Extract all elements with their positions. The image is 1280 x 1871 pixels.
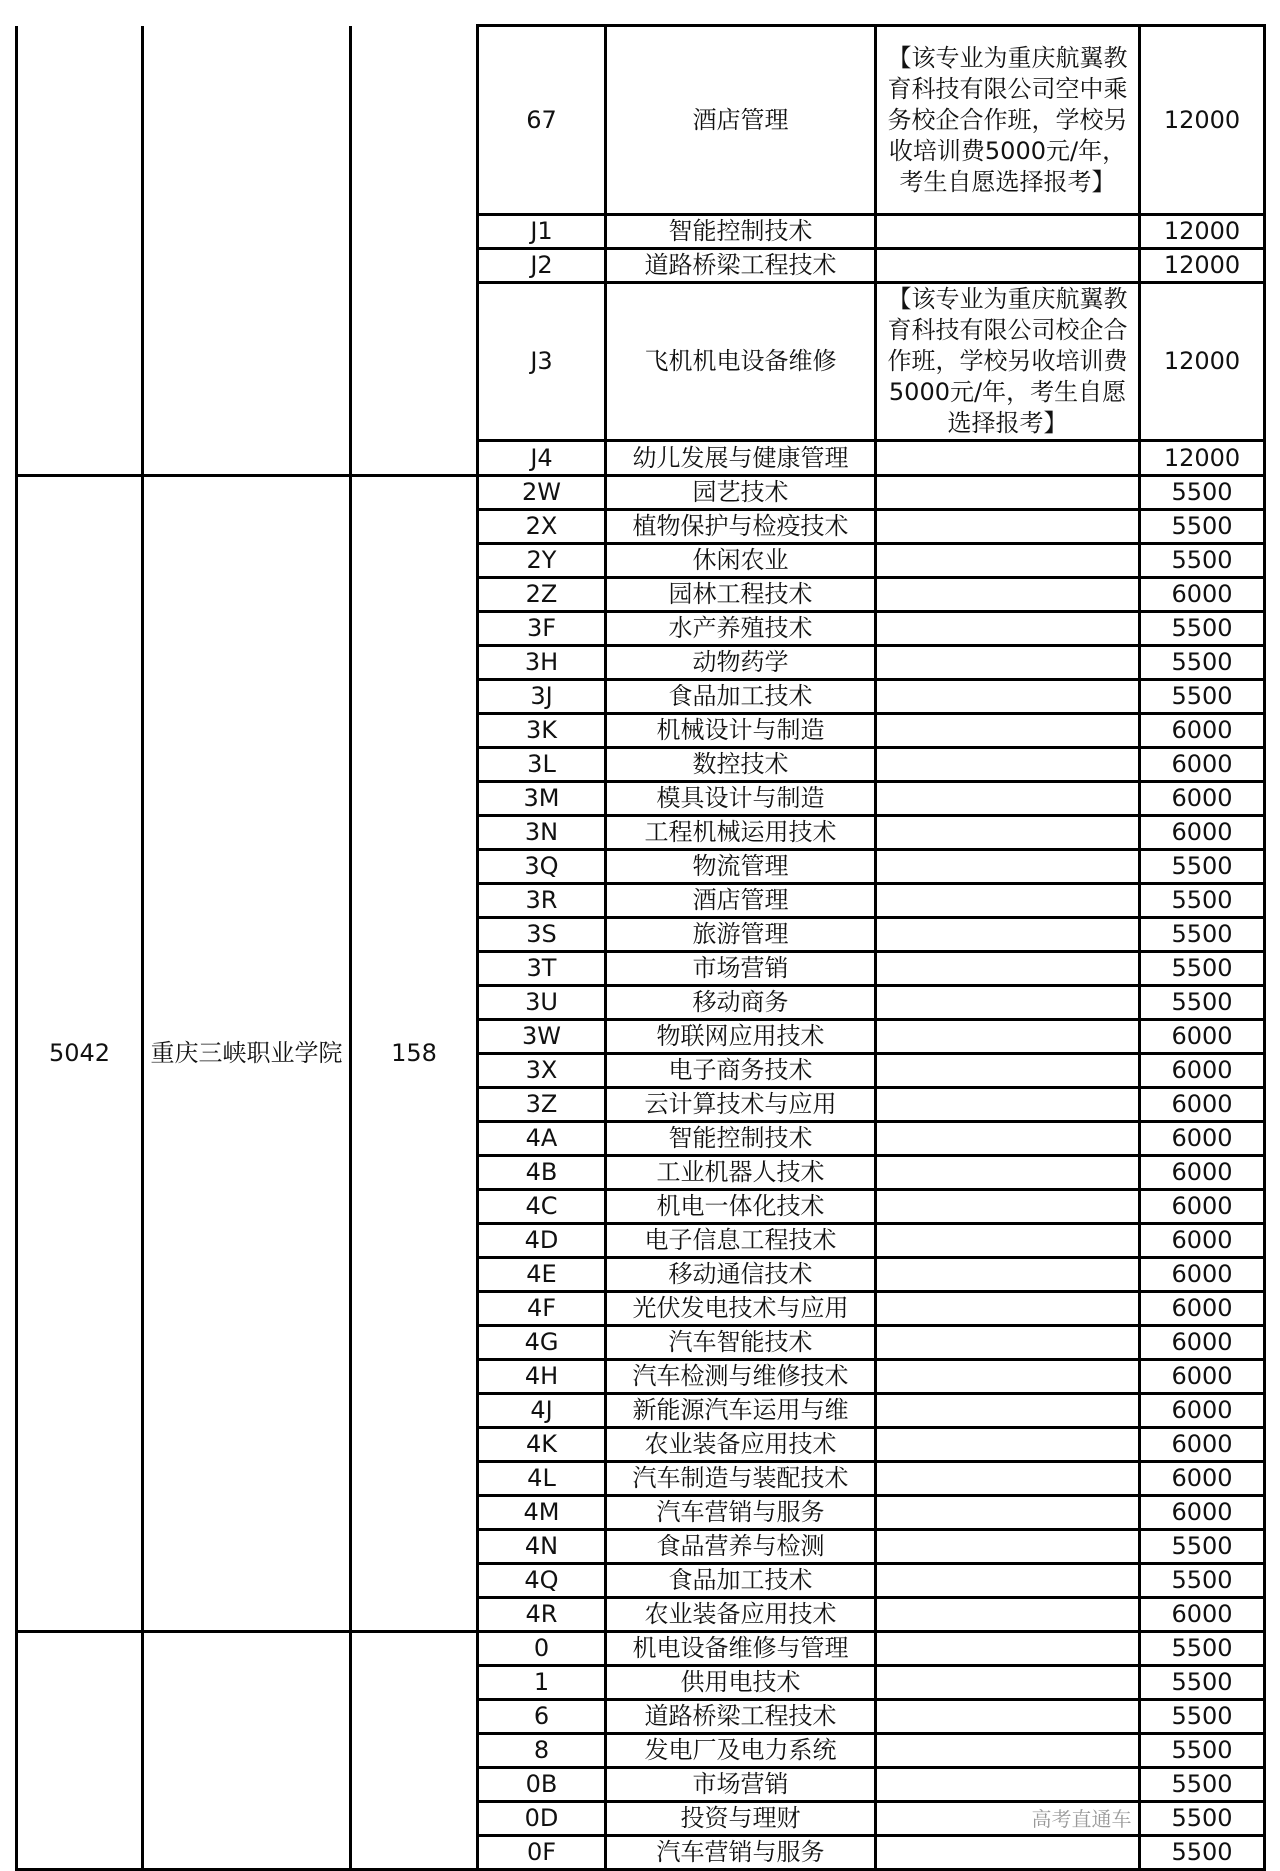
- major-code-cell: 4H: [478, 1360, 606, 1394]
- fee-cell: 6000: [1140, 782, 1265, 816]
- major-code-cell: 3R: [478, 884, 606, 918]
- major-name-cell: 道路桥梁工程技术: [606, 249, 876, 283]
- fee-cell: 6000: [1140, 714, 1265, 748]
- major-code-cell: 3J: [478, 680, 606, 714]
- major-code-cell: J3: [478, 283, 606, 441]
- fee-cell: 6000: [1140, 1190, 1265, 1224]
- major-name-cell: 汽车营销与服务: [606, 1836, 876, 1870]
- school-code-cell: 5042: [17, 476, 143, 1632]
- major-name-cell: 电子商务技术: [606, 1054, 876, 1088]
- major-name-cell: 模具设计与制造: [606, 782, 876, 816]
- fee-cell: 12000: [1140, 215, 1265, 249]
- note-cell: [876, 1428, 1140, 1462]
- note-cell: [876, 1666, 1140, 1700]
- fee-cell: 6000: [1140, 1428, 1265, 1462]
- major-code-cell: 0F: [478, 1836, 606, 1870]
- major-code-cell: 8: [478, 1734, 606, 1768]
- major-code-cell: J4: [478, 441, 606, 476]
- fee-cell: 5500: [1140, 1734, 1265, 1768]
- note-cell: [876, 578, 1140, 612]
- note-cell: [876, 782, 1140, 816]
- major-name-cell: 市场营销: [606, 952, 876, 986]
- major-code-cell: 4J: [478, 1394, 606, 1428]
- major-name-cell: 移动商务: [606, 986, 876, 1020]
- major-code-cell: 2X: [478, 510, 606, 544]
- note-cell: [876, 1734, 1140, 1768]
- note-cell: [876, 1292, 1140, 1326]
- fee-cell: 6000: [1140, 1224, 1265, 1258]
- fee-cell: 12000: [1140, 441, 1265, 476]
- fee-cell: 5500: [1140, 1802, 1265, 1836]
- fee-cell: 5500: [1140, 646, 1265, 680]
- fee-cell: 12000: [1140, 283, 1265, 441]
- fee-cell: 6000: [1140, 1088, 1265, 1122]
- fee-cell: 5500: [1140, 1700, 1265, 1734]
- fee-cell: 6000: [1140, 1292, 1265, 1326]
- major-name-cell: 酒店管理: [606, 26, 876, 215]
- school-name-cell: [143, 26, 351, 476]
- note-cell: [876, 1360, 1140, 1394]
- note-cell: [876, 1496, 1140, 1530]
- note-cell: [876, 1394, 1140, 1428]
- major-code-cell: 4R: [478, 1598, 606, 1632]
- major-name-cell: 物流管理: [606, 850, 876, 884]
- note-cell: [876, 1122, 1140, 1156]
- note-cell: [876, 215, 1140, 249]
- major-name-cell: 酒店管理: [606, 884, 876, 918]
- fee-cell: 5500: [1140, 952, 1265, 986]
- major-name-cell: 农业装备应用技术: [606, 1428, 876, 1462]
- major-name-cell: 智能控制技术: [606, 215, 876, 249]
- note-cell: [876, 1326, 1140, 1360]
- plan-count-cell: [351, 26, 478, 476]
- note-cell: 【该专业为重庆航翼教育科技有限公司校企合作班，学校另收培训费5000元/年，考生自愿选择报考】: [876, 283, 1140, 441]
- fee-cell: 6000: [1140, 1054, 1265, 1088]
- fee-cell: 5500: [1140, 986, 1265, 1020]
- major-code-cell: 4F: [478, 1292, 606, 1326]
- major-code-cell: 2W: [478, 476, 606, 510]
- major-code-cell: 4A: [478, 1122, 606, 1156]
- major-code-cell: 4K: [478, 1428, 606, 1462]
- major-code-cell: 0D: [478, 1802, 606, 1836]
- fee-cell: 6000: [1140, 748, 1265, 782]
- fee-cell: 6000: [1140, 816, 1265, 850]
- major-code-cell: 4L: [478, 1462, 606, 1496]
- school-name-cell: [143, 1632, 351, 1870]
- major-name-cell: 动物药学: [606, 646, 876, 680]
- note-cell: [876, 1156, 1140, 1190]
- major-name-cell: 园林工程技术: [606, 578, 876, 612]
- major-code-cell: 4E: [478, 1258, 606, 1292]
- fee-cell: 5500: [1140, 476, 1265, 510]
- note-cell: [876, 441, 1140, 476]
- major-code-cell: 4C: [478, 1190, 606, 1224]
- fee-cell: 5500: [1140, 918, 1265, 952]
- fee-cell: 6000: [1140, 1020, 1265, 1054]
- major-code-cell: 4D: [478, 1224, 606, 1258]
- major-name-cell: 食品加工技术: [606, 680, 876, 714]
- note-cell: [876, 1190, 1140, 1224]
- note-cell: [876, 544, 1140, 578]
- plan-count-cell: [351, 1632, 478, 1870]
- major-name-cell: 休闲农业: [606, 544, 876, 578]
- fee-cell: 5500: [1140, 612, 1265, 646]
- major-code-cell: 4Q: [478, 1564, 606, 1598]
- fee-cell: 6000: [1140, 1258, 1265, 1292]
- major-name-cell: 汽车智能技术: [606, 1326, 876, 1360]
- major-code-cell: 0: [478, 1632, 606, 1666]
- tuition-table: [15, 24, 1266, 1871]
- major-name-cell: 电子信息工程技术: [606, 1224, 876, 1258]
- note-cell: [876, 476, 1140, 510]
- note-cell: [876, 249, 1140, 283]
- note-cell: [876, 952, 1140, 986]
- major-name-cell: 数控技术: [606, 748, 876, 782]
- note-cell: [876, 1258, 1140, 1292]
- school-name-cell: 重庆三峡职业学院: [143, 476, 351, 1632]
- note-cell: [876, 646, 1140, 680]
- note-cell: [876, 1768, 1140, 1802]
- major-code-cell: 3M: [478, 782, 606, 816]
- major-code-cell: 4N: [478, 1530, 606, 1564]
- fee-cell: 6000: [1140, 1326, 1265, 1360]
- fee-cell: 5500: [1140, 1666, 1265, 1700]
- note-cell: [876, 918, 1140, 952]
- watermark: 高考直通车: [1031, 1806, 1132, 1831]
- major-code-cell: 6: [478, 1700, 606, 1734]
- fee-cell: 6000: [1140, 1360, 1265, 1394]
- major-name-cell: 云计算技术与应用: [606, 1088, 876, 1122]
- major-name-cell: 智能控制技术: [606, 1122, 876, 1156]
- fee-cell: 6000: [1140, 1394, 1265, 1428]
- fee-cell: 5500: [1140, 680, 1265, 714]
- fee-cell: 12000: [1140, 26, 1265, 215]
- fee-cell: 6000: [1140, 1496, 1265, 1530]
- major-name-cell: 供用电技术: [606, 1666, 876, 1700]
- fee-cell: 6000: [1140, 1462, 1265, 1496]
- major-name-cell: 旅游管理: [606, 918, 876, 952]
- note-cell: [876, 612, 1140, 646]
- major-name-cell: 水产养殖技术: [606, 612, 876, 646]
- note-cell: [876, 714, 1140, 748]
- fee-cell: 5500: [1140, 1768, 1265, 1802]
- major-name-cell: 机械设计与制造: [606, 714, 876, 748]
- note-cell: [876, 1598, 1140, 1632]
- major-code-cell: 67: [478, 26, 606, 215]
- table-row: [17, 26, 1265, 215]
- school-code-cell: [17, 26, 143, 476]
- major-name-cell: 光伏发电技术与应用: [606, 1292, 876, 1326]
- major-code-cell: 3T: [478, 952, 606, 986]
- note-cell: [876, 1054, 1140, 1088]
- major-code-cell: 2Z: [478, 578, 606, 612]
- major-code-cell: 3Z: [478, 1088, 606, 1122]
- major-code-cell: 2Y: [478, 544, 606, 578]
- school-code-cell: [17, 1632, 143, 1870]
- fee-cell: 5500: [1140, 1564, 1265, 1598]
- major-code-cell: 4B: [478, 1156, 606, 1190]
- major-name-cell: 植物保护与检疫技术: [606, 510, 876, 544]
- note-cell: [876, 1530, 1140, 1564]
- major-name-cell: 工业机器人技术: [606, 1156, 876, 1190]
- major-name-cell: 飞机机电设备维修: [606, 283, 876, 441]
- major-code-cell: 3N: [478, 816, 606, 850]
- note-cell: [876, 748, 1140, 782]
- major-name-cell: 机电一体化技术: [606, 1190, 876, 1224]
- major-code-cell: J2: [478, 249, 606, 283]
- major-name-cell: 新能源汽车运用与维: [606, 1394, 876, 1428]
- major-code-cell: J1: [478, 215, 606, 249]
- fee-cell: 5500: [1140, 510, 1265, 544]
- fee-cell: 5500: [1140, 850, 1265, 884]
- fee-cell: 6000: [1140, 1598, 1265, 1632]
- major-code-cell: 3H: [478, 646, 606, 680]
- fee-cell: 6000: [1140, 1156, 1265, 1190]
- note-cell: [876, 816, 1140, 850]
- fee-cell: 5500: [1140, 884, 1265, 918]
- major-code-cell: 3S: [478, 918, 606, 952]
- table-row: [17, 1632, 1265, 1666]
- table-row: [17, 476, 1265, 510]
- note-cell: [876, 1564, 1140, 1598]
- major-code-cell: 1: [478, 1666, 606, 1700]
- major-name-cell: 园艺技术: [606, 476, 876, 510]
- major-name-cell: 机电设备维修与管理: [606, 1632, 876, 1666]
- major-name-cell: 汽车制造与装配技术: [606, 1462, 876, 1496]
- note-cell: [876, 884, 1140, 918]
- note-cell: [876, 986, 1140, 1020]
- major-name-cell: 道路桥梁工程技术: [606, 1700, 876, 1734]
- note-cell: [876, 1462, 1140, 1496]
- fee-cell: 12000: [1140, 249, 1265, 283]
- note-cell: [876, 850, 1140, 884]
- major-name-cell: 汽车检测与维修技术: [606, 1360, 876, 1394]
- major-name-cell: 移动通信技术: [606, 1258, 876, 1292]
- major-name-cell: 食品加工技术: [606, 1564, 876, 1598]
- major-code-cell: 0B: [478, 1768, 606, 1802]
- major-name-cell: 物联网应用技术: [606, 1020, 876, 1054]
- note-cell: [876, 1020, 1140, 1054]
- plan-count-cell: 158: [351, 476, 478, 1632]
- major-code-cell: 3F: [478, 612, 606, 646]
- major-name-cell: 工程机械运用技术: [606, 816, 876, 850]
- major-name-cell: 幼儿发展与健康管理: [606, 441, 876, 476]
- major-name-cell: 农业装备应用技术: [606, 1598, 876, 1632]
- fee-cell: 5500: [1140, 1530, 1265, 1564]
- major-code-cell: 3Q: [478, 850, 606, 884]
- major-code-cell: 3W: [478, 1020, 606, 1054]
- major-code-cell: 3L: [478, 748, 606, 782]
- note-cell: [876, 1632, 1140, 1666]
- major-name-cell: 食品营养与检测: [606, 1530, 876, 1564]
- major-code-cell: 4M: [478, 1496, 606, 1530]
- major-code-cell: 3K: [478, 714, 606, 748]
- major-name-cell: 投资与理财: [606, 1802, 876, 1836]
- note-cell: [876, 1700, 1140, 1734]
- major-name-cell: 汽车营销与服务: [606, 1496, 876, 1530]
- major-code-cell: 3U: [478, 986, 606, 1020]
- fee-cell: 5500: [1140, 544, 1265, 578]
- note-cell: 【该专业为重庆航翼教育科技有限公司空中乘务校企合作班，学校另收培训费5000元/年，考生自愿选择报考】: [876, 26, 1140, 215]
- major-name-cell: 发电厂及电力系统: [606, 1734, 876, 1768]
- note-cell: [876, 510, 1140, 544]
- major-code-cell: 4G: [478, 1326, 606, 1360]
- note-cell: [876, 1224, 1140, 1258]
- fee-cell: 5500: [1140, 1632, 1265, 1666]
- fee-cell: 5500: [1140, 1836, 1265, 1870]
- major-code-cell: 3X: [478, 1054, 606, 1088]
- major-name-cell: 市场营销: [606, 1768, 876, 1802]
- note-cell: [876, 1088, 1140, 1122]
- fee-cell: 6000: [1140, 1122, 1265, 1156]
- note-cell: [876, 680, 1140, 714]
- note-cell: [876, 1836, 1140, 1870]
- fee-cell: 6000: [1140, 578, 1265, 612]
